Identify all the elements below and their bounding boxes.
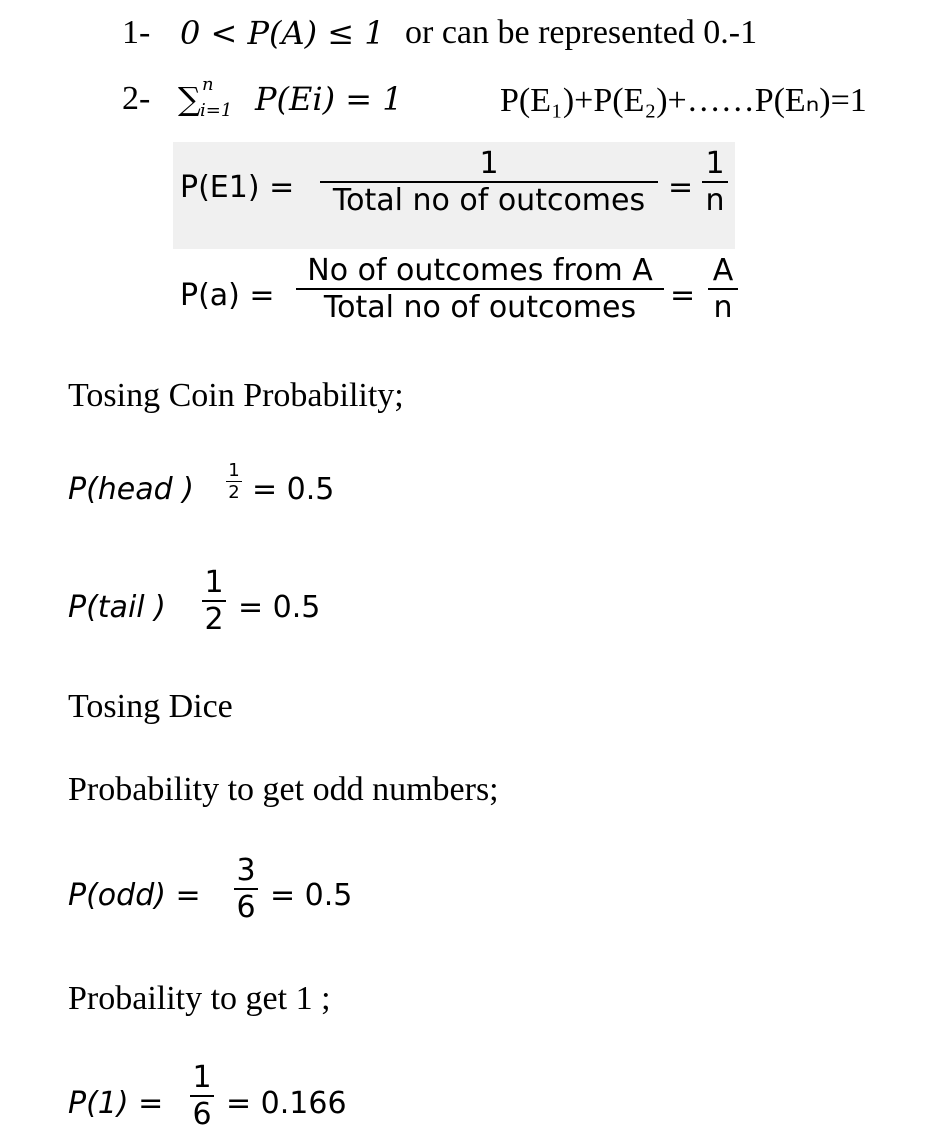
pe1-fraction-1	[320, 146, 658, 218]
summation-upper: n	[202, 74, 214, 95]
tail-fraction	[202, 565, 226, 637]
pa-frac1-denominator: Total no of outcomes	[323, 290, 637, 325]
one-rhs: = 0.166	[226, 1086, 347, 1121]
rule-2-formula: P(Ei) = 1	[255, 80, 403, 118]
odd-rhs: = 0.5	[270, 878, 353, 913]
pe1-frac1-denominator: Total no of outcomes	[332, 183, 646, 218]
coin-heading: Tosing Coin Probability;	[68, 377, 404, 414]
head-denominator: 2	[228, 482, 240, 503]
head-fraction	[226, 460, 242, 503]
pa-frac2-numerator: A	[712, 253, 734, 288]
dice-heading: Tosing Dice	[68, 688, 233, 725]
pe1-frac2-denominator: n	[705, 183, 725, 218]
pa-frac1-numerator: No of outcomes from A	[307, 253, 653, 288]
odd-lhs: P(odd) =	[68, 878, 201, 913]
pe1-equals: =	[668, 170, 694, 205]
rule-1-number: 1-	[122, 14, 151, 51]
one-numerator: 1	[192, 1060, 212, 1095]
one-heading: Probaility to get 1 ;	[68, 980, 331, 1017]
pa-lhs: P(a) =	[180, 278, 275, 313]
pe1-frac1-numerator: 1	[479, 146, 499, 181]
odd-heading: Probability to get odd numbers;	[68, 771, 499, 808]
rule-2-number: 2-	[122, 80, 151, 117]
pa-fraction-2	[708, 253, 738, 325]
tail-denominator: 2	[204, 602, 224, 637]
tail-rhs: = 0.5	[238, 590, 321, 625]
pa-fraction-1	[296, 253, 664, 325]
head-numerator: 1	[228, 460, 240, 481]
pa-equals: =	[670, 278, 696, 313]
odd-denominator: 6	[236, 890, 256, 925]
pa-frac2-denominator: n	[713, 290, 733, 325]
tail-numerator: 1	[204, 565, 224, 600]
one-lhs: P(1) =	[68, 1086, 164, 1121]
rule-2-expansion: P(E₁)+P(E₂)+……P(Eₙ)=1	[500, 82, 867, 119]
head-lhs: P(head )	[68, 472, 194, 507]
pe1-frac2-numerator: 1	[705, 146, 725, 181]
rule-1-text: or can be represented 0.-1	[405, 14, 758, 51]
pe1-lhs: P(E1) =	[180, 170, 295, 205]
odd-fraction	[234, 853, 258, 925]
summation-lower: i=1	[200, 100, 233, 121]
summation-symbol: ∑	[178, 80, 201, 118]
one-fraction	[190, 1060, 214, 1132]
tail-lhs: P(tail )	[68, 590, 166, 625]
rule-1-formula: 0 < P(A) ≤ 1	[180, 14, 385, 52]
pe1-fraction-2	[702, 146, 728, 218]
odd-numerator: 3	[236, 853, 256, 888]
head-rhs: = 0.5	[252, 472, 335, 507]
one-denominator: 6	[192, 1097, 212, 1132]
